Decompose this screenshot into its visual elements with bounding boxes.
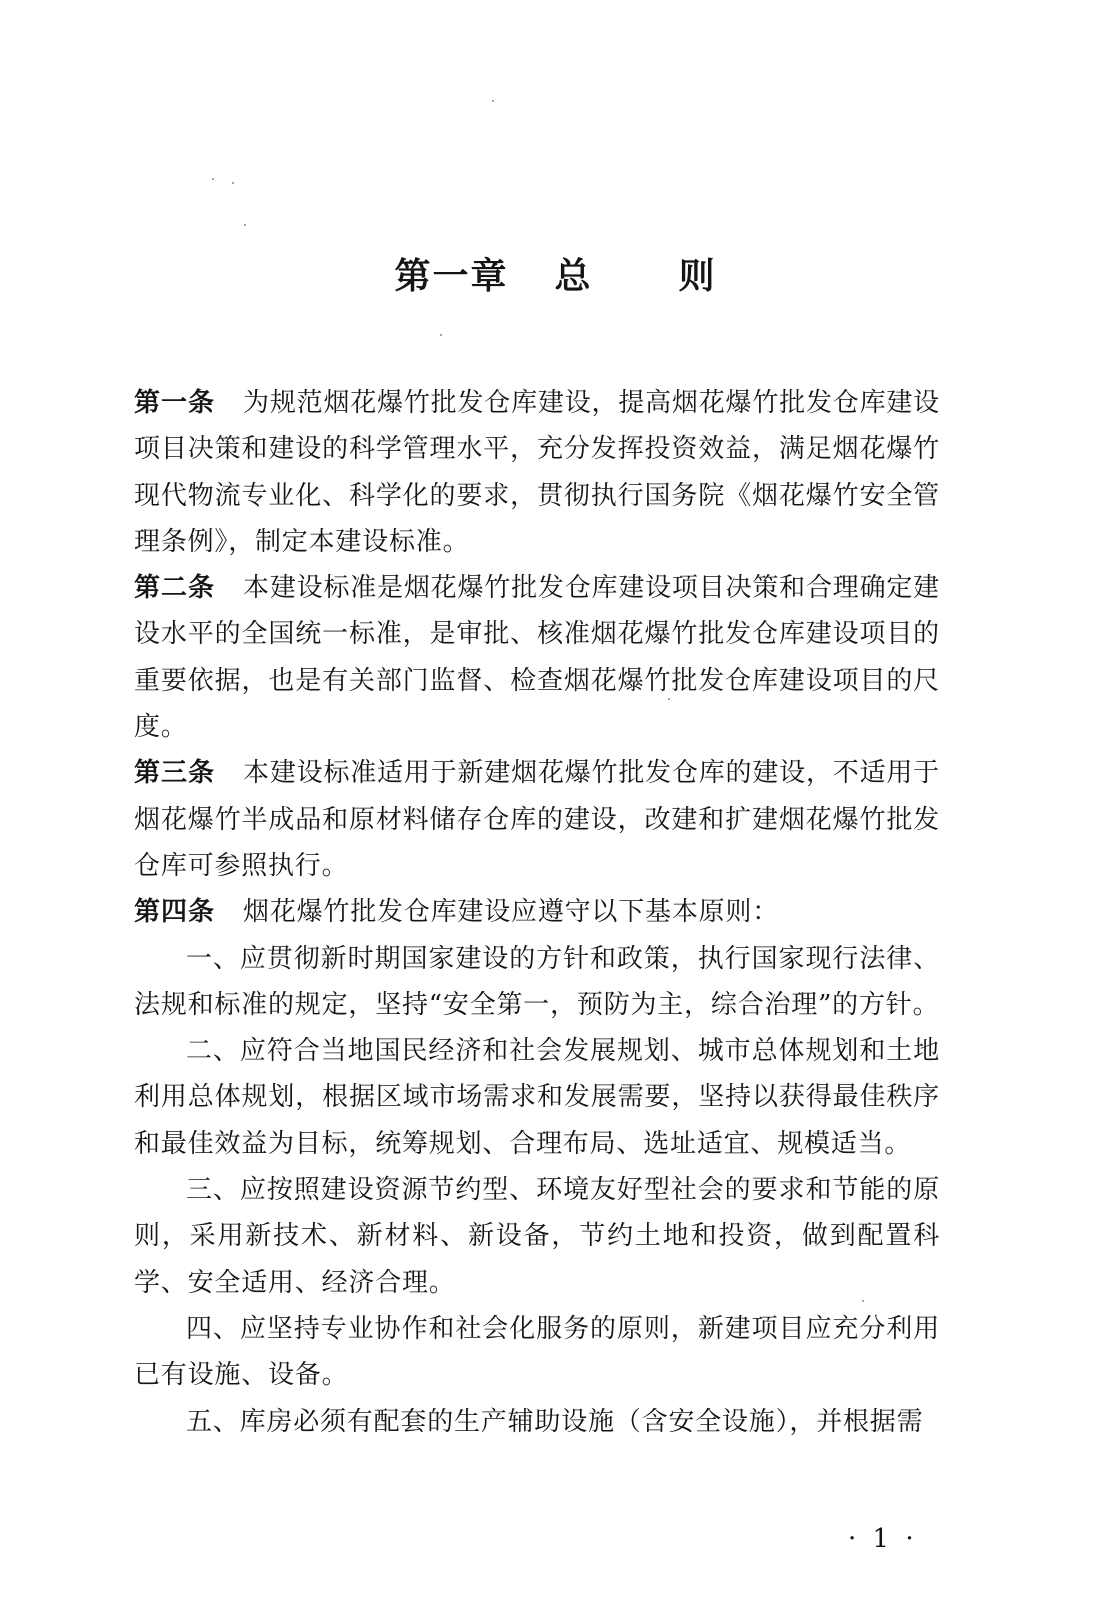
- principle-5: 五、库房必须有配套的生产辅助设施（含安全设施），并根据需: [186, 1406, 924, 1437]
- principle-4: 四、应坚持专业协作和社会化服务的原则，新建项目应充分利用已有设施、设备。: [134, 1313, 940, 1391]
- principle-2: 二、应符合当地国民经济和社会发展规划、城市总体规划和土地利用总体规划，根据区域市场需求和发展需要，坚持以获得最佳秩序和最佳效益为目标，统筹规划、合理布局、选址适宜、规模适当。: [134, 1036, 940, 1159]
- scan-speck: [492, 100, 494, 102]
- article-4-head: 第四条: [134, 897, 216, 928]
- article-1-head: 第一条: [134, 388, 216, 418]
- article-4: [134, 889, 940, 935]
- scan-speck: [232, 182, 234, 184]
- scan-speck: [440, 334, 442, 336]
- article-2-text: 本建设标准是烟花爆竹批发仓库建设项目决策和合理确定建设水平的全国统一标准，是审批、核准烟花爆竹批发仓库建设项目的重要依据，也是有关部门监督、检查烟花爆竹批发仓库建设项目的尺度。: [134, 573, 940, 743]
- principle-1: 一、应贯彻新时期国家建设的方针和政策，执行国家现行法律、法规和标准的规定，坚持“安全第一，预防为主，综合治理”的方针。: [134, 943, 940, 1020]
- article-3-head: 第三条: [134, 758, 216, 789]
- article-4-text: 烟花爆竹批发仓库建设应遵守以下基本原则：: [243, 897, 780, 928]
- chapter-number: 第一章: [394, 256, 509, 297]
- chapter-word-1: 总: [554, 256, 593, 297]
- article-3: [134, 750, 940, 889]
- chapter-word-2: 则: [678, 256, 717, 297]
- chapter-body: [134, 380, 940, 1445]
- article-2: [134, 565, 940, 750]
- article-3-text: 本建设标准适用于新建烟花爆竹批发仓库的建设，不适用于烟花爆竹半成品和原材料储存仓库的建设，改建和扩建烟花爆竹批发仓库可参照执行。: [134, 758, 940, 881]
- article-2-head: 第二条: [134, 573, 216, 604]
- scan-speck: [212, 178, 214, 180]
- scan-speck: [244, 224, 246, 226]
- page-number: · 1 ·: [848, 1524, 918, 1554]
- article-1: [134, 380, 940, 565]
- principle-3: 三、应按照建设资源节约型、环境友好型社会的要求和节能的原则，采用新技术、新材料、新设备，节约土地和投资，做到配置科学、安全适用、经济合理。: [134, 1175, 940, 1298]
- chapter-title: [0, 248, 1111, 299]
- article-1-text: 为规范烟花爆竹批发仓库建设，提高烟花爆竹批发仓库建设项目决策和建设的科学管理水平，充分发挥投资效益，满足烟花爆竹现代物流专业化、科学化的要求，贯彻执行国务院《烟花爆竹安全管理条例》，制定本建设标准。: [134, 388, 940, 557]
